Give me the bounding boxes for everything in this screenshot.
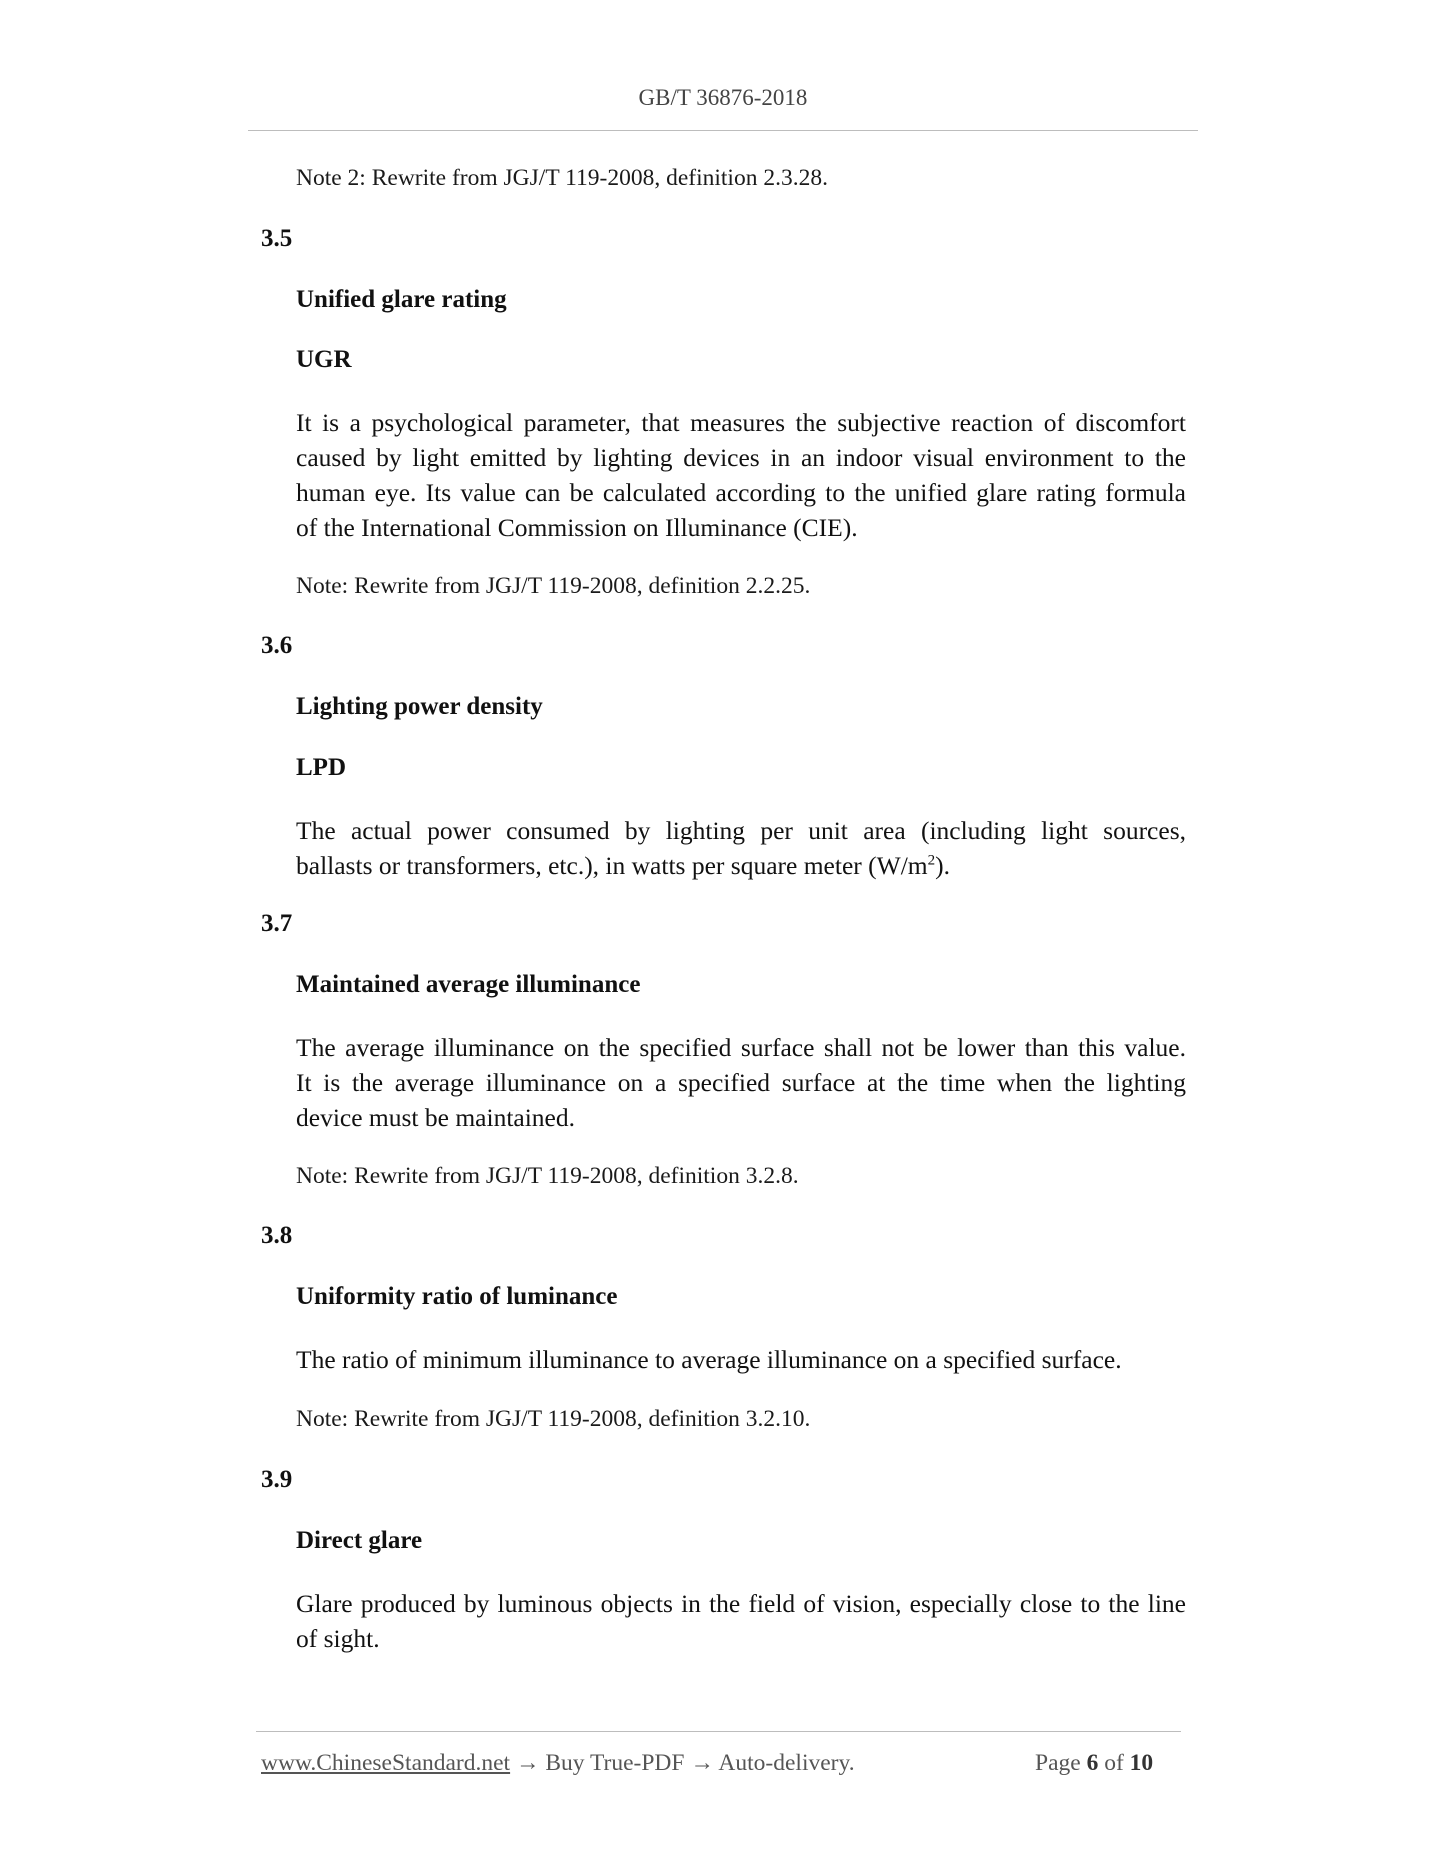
line-text: ballasts or transformers, etc.), in watts per square meter (W/m [296,851,928,880]
buy-true-pdf-text: Buy True-PDF [545,1750,685,1776]
page-header-title: GB/T 36876-2018 [638,85,808,110]
term-maintained-average-illuminance: Maintained average illuminance [296,971,641,998]
header-divider [248,130,1198,131]
term-uniformity-ratio: Uniformity ratio of luminance [296,1283,618,1310]
section-number-3-5: 3.5 [261,225,293,252]
page-indicator [1035,1750,1153,1777]
auto-delivery-text: Auto-delivery. [718,1750,855,1776]
arrow-right-icon: → [690,1750,714,1776]
total-pages-number: 10 [1129,1750,1154,1776]
footer-divider [256,1731,1181,1732]
definition-line: caused by light emitted by lighting devices in an indoor visual environment to the [296,443,1186,472]
definition-3-9 [296,1586,1186,1656]
term-lighting-power-density: Lighting power density [296,693,543,720]
footer-links [261,1750,855,1777]
of-label: of [1104,1750,1124,1776]
definition-3-7 [296,1030,1186,1135]
arrow-right-icon: → [515,1750,540,1776]
definition-3-8 [296,1342,1186,1377]
superscript: 2 [927,852,936,869]
term-direct-glare: Direct glare [296,1527,423,1554]
note-top: Note 2: Rewrite from JGJ/T 119-2008, definition 2.3.28. [296,165,828,191]
website-link[interactable]: www.ChineseStandard.net [261,1750,511,1776]
section-number-3-9: 3.9 [261,1466,293,1493]
note-3-8: Note: Rewrite from JGJ/T 119-2008, definition 3.2.10. [296,1406,811,1432]
term-unified-glare-rating: Unified glare rating [296,286,507,313]
definition-line: The average illuminance on the specified surface shall not be lower than this value. [296,1033,1186,1062]
term-abbr-ugr: UGR [296,346,352,373]
definition-line: of sight. [296,1624,380,1653]
definition-line: of the International Commission on Illuminance (CIE). [296,513,858,542]
section-number-3-6: 3.6 [261,632,293,659]
definition-line: The ratio of minimum illuminance to average illuminance on a specified surface. [296,1345,1122,1374]
definition-line: device must be maintained. [296,1103,575,1132]
term-abbr-lpd: LPD [296,754,346,781]
definition-line: It is a psychological parameter, that measures the subjective reaction of discomfort [296,408,1186,437]
section-number-3-7: 3.7 [261,910,293,937]
definition-3-6 [296,813,1186,883]
definition-line: human eye. Its value can be calculated according to the unified glare rating formula [296,478,1186,507]
current-page-number: 6 [1086,1750,1099,1776]
page-label: Page [1035,1750,1081,1776]
definition-line: Glare produced by luminous objects in the field of vision, especially close to the line [296,1589,1186,1618]
section-number-3-8: 3.8 [261,1222,293,1249]
definition-line: The actual power consumed by lighting per unit area (including light sources, [296,816,1186,845]
definition-line: It is the average illuminance on a specified surface at the time when the lighting [296,1068,1186,1097]
definition-3-5 [296,405,1186,545]
line-text: ). [935,851,950,880]
note-3-7: Note: Rewrite from JGJ/T 119-2008, definition 3.2.8. [296,1163,799,1189]
note-3-5: Note: Rewrite from JGJ/T 119-2008, definition 2.2.25. [296,573,811,599]
definition-line [296,848,1186,883]
